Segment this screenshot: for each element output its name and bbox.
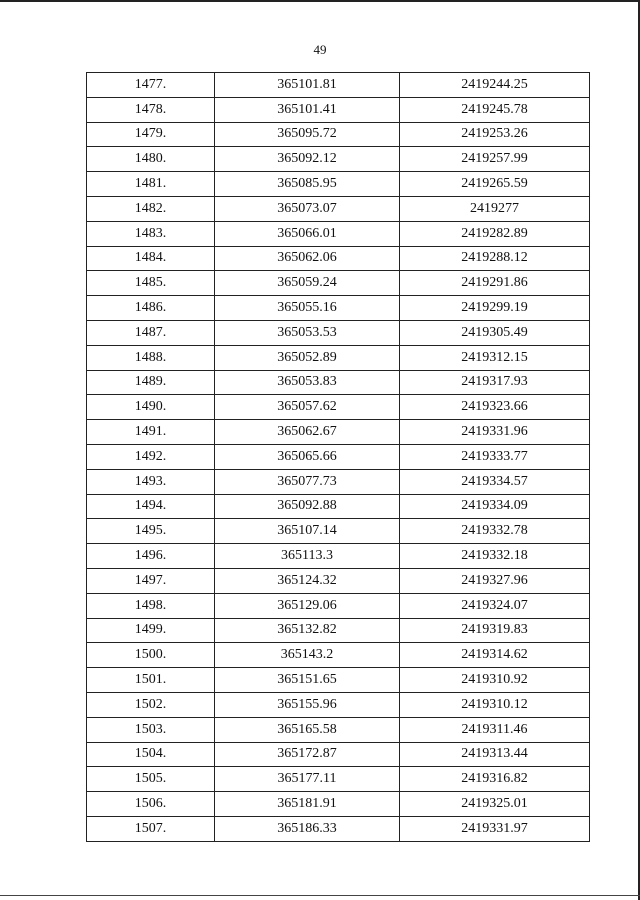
y-coordinate-cell: 2419323.66 [400,395,590,420]
table-row [87,643,590,668]
table-row [87,717,590,742]
table-row [87,395,590,420]
y-coordinate-cell: 2419334.09 [400,494,590,519]
x-coordinate-cell: 365052.89 [215,345,400,370]
x-coordinate-cell: 365065.66 [215,444,400,469]
y-coordinate-cell: 2419244.25 [400,73,590,98]
y-coordinate-cell: 2419310.12 [400,692,590,717]
page-border-bottom [0,895,640,896]
x-coordinate-cell: 365095.72 [215,122,400,147]
x-coordinate-cell: 365172.87 [215,742,400,767]
point-number-cell: 1493. [87,469,215,494]
x-coordinate-cell: 365053.83 [215,370,400,395]
point-number-cell: 1482. [87,196,215,221]
point-number-cell: 1500. [87,643,215,668]
point-number-cell: 1483. [87,221,215,246]
y-coordinate-cell: 2419332.78 [400,519,590,544]
x-coordinate-cell: 365085.95 [215,172,400,197]
point-number-cell: 1488. [87,345,215,370]
y-coordinate-cell: 2419291.86 [400,271,590,296]
y-coordinate-cell: 2419324.07 [400,593,590,618]
x-coordinate-cell: 365132.82 [215,618,400,643]
point-number-cell: 1496. [87,544,215,569]
table-row [87,692,590,717]
table-row [87,767,590,792]
x-coordinate-cell: 365077.73 [215,469,400,494]
point-number-cell: 1478. [87,97,215,122]
y-coordinate-cell: 2419331.96 [400,420,590,445]
point-number-cell: 1505. [87,767,215,792]
y-coordinate-cell: 2419299.19 [400,296,590,321]
point-number-cell: 1489. [87,370,215,395]
y-coordinate-cell: 2419331.97 [400,816,590,841]
page-border-top [0,0,640,2]
table-row [87,147,590,172]
y-coordinate-cell: 2419316.82 [400,767,590,792]
table-row [87,668,590,693]
y-coordinate-cell: 2419314.62 [400,643,590,668]
x-coordinate-cell: 365124.32 [215,568,400,593]
point-number-cell: 1502. [87,692,215,717]
y-coordinate-cell: 2419319.83 [400,618,590,643]
y-coordinate-cell: 2419332.18 [400,544,590,569]
y-coordinate-cell: 2419313.44 [400,742,590,767]
y-coordinate-cell: 2419333.77 [400,444,590,469]
table-row [87,196,590,221]
point-number-cell: 1497. [87,568,215,593]
table-row [87,172,590,197]
x-coordinate-cell: 365053.53 [215,320,400,345]
x-coordinate-cell: 365055.16 [215,296,400,321]
x-coordinate-cell: 365113.3 [215,544,400,569]
point-number-cell: 1491. [87,420,215,445]
point-number-cell: 1507. [87,816,215,841]
table-row [87,792,590,817]
y-coordinate-cell: 2419310.92 [400,668,590,693]
point-number-cell: 1477. [87,73,215,98]
table-row [87,122,590,147]
x-coordinate-cell: 365057.62 [215,395,400,420]
coordinates-table-body [87,73,590,842]
x-coordinate-cell: 365177.11 [215,767,400,792]
point-number-cell: 1498. [87,593,215,618]
x-coordinate-cell: 365062.67 [215,420,400,445]
table-row [87,73,590,98]
x-coordinate-cell: 365092.88 [215,494,400,519]
point-number-cell: 1490. [87,395,215,420]
table-row [87,568,590,593]
point-number-cell: 1495. [87,519,215,544]
y-coordinate-cell: 2419311.46 [400,717,590,742]
point-number-cell: 1503. [87,717,215,742]
point-number-cell: 1504. [87,742,215,767]
point-number-cell: 1484. [87,246,215,271]
x-coordinate-cell: 365073.07 [215,196,400,221]
x-coordinate-cell: 365059.24 [215,271,400,296]
x-coordinate-cell: 365143.2 [215,643,400,668]
table-row [87,97,590,122]
table-row [87,544,590,569]
point-number-cell: 1494. [87,494,215,519]
y-coordinate-cell: 2419325.01 [400,792,590,817]
point-number-cell: 1506. [87,792,215,817]
y-coordinate-cell: 2419277 [400,196,590,221]
point-number-cell: 1480. [87,147,215,172]
y-coordinate-cell: 2419257.99 [400,147,590,172]
x-coordinate-cell: 365066.01 [215,221,400,246]
point-number-cell: 1481. [87,172,215,197]
point-number-cell: 1492. [87,444,215,469]
x-coordinate-cell: 365101.81 [215,73,400,98]
x-coordinate-cell: 365062.06 [215,246,400,271]
table-row [87,618,590,643]
y-coordinate-cell: 2419305.49 [400,320,590,345]
x-coordinate-cell: 365155.96 [215,692,400,717]
y-coordinate-cell: 2419312.15 [400,345,590,370]
y-coordinate-cell: 2419253.26 [400,122,590,147]
y-coordinate-cell: 2419317.93 [400,370,590,395]
y-coordinate-cell: 2419288.12 [400,246,590,271]
table-row [87,593,590,618]
x-coordinate-cell: 365165.58 [215,717,400,742]
point-number-cell: 1479. [87,122,215,147]
table-row [87,296,590,321]
x-coordinate-cell: 365107.14 [215,519,400,544]
y-coordinate-cell: 2419245.78 [400,97,590,122]
point-number-cell: 1486. [87,296,215,321]
x-coordinate-cell: 365186.33 [215,816,400,841]
point-number-cell: 1499. [87,618,215,643]
y-coordinate-cell: 2419282.89 [400,221,590,246]
x-coordinate-cell: 365092.12 [215,147,400,172]
table-row [87,742,590,767]
page-number: 49 [313,42,327,57]
table-row [87,246,590,271]
table-row [87,320,590,345]
table-row [87,519,590,544]
y-coordinate-cell: 2419334.57 [400,469,590,494]
table-row [87,420,590,445]
table-row [87,469,590,494]
x-coordinate-cell: 365129.06 [215,593,400,618]
y-coordinate-cell: 2419327.96 [400,568,590,593]
table-row [87,494,590,519]
table-row [87,444,590,469]
table-row [87,271,590,296]
x-coordinate-cell: 365101.41 [215,97,400,122]
table-row [87,221,590,246]
point-number-cell: 1487. [87,320,215,345]
y-coordinate-cell: 2419265.59 [400,172,590,197]
table-row [87,816,590,841]
x-coordinate-cell: 365151.65 [215,668,400,693]
point-number-cell: 1501. [87,668,215,693]
coordinates-table [86,72,590,842]
table-row [87,345,590,370]
table-row [87,370,590,395]
x-coordinate-cell: 365181.91 [215,792,400,817]
point-number-cell: 1485. [87,271,215,296]
